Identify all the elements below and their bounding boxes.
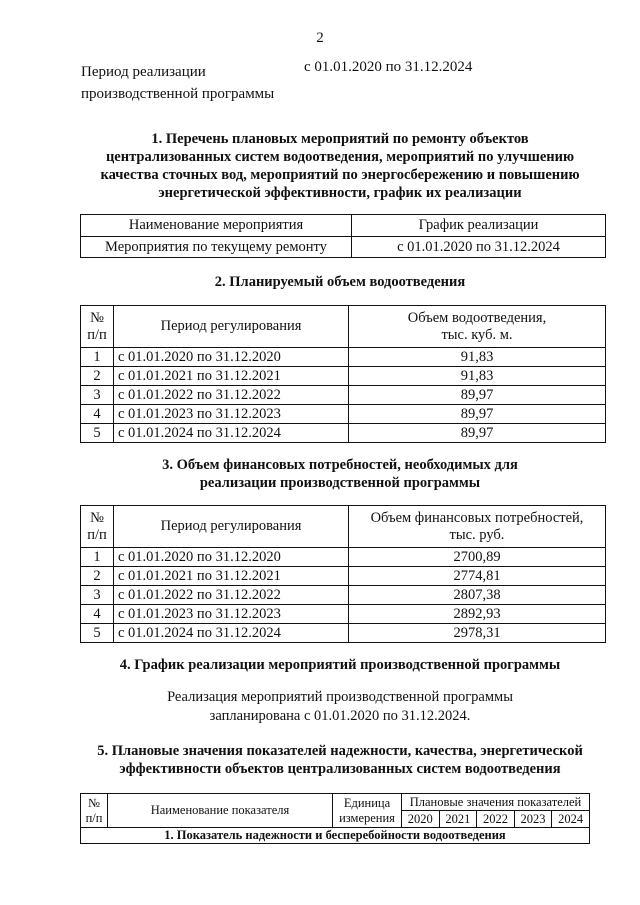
table-row [81, 367, 606, 386]
table-row [81, 567, 606, 586]
col-header-volume [349, 306, 606, 348]
col-header-number [81, 306, 114, 348]
cell-period: с 01.01.2022 по 31.12.2022 [114, 386, 349, 405]
table-row [81, 548, 606, 567]
cell-period: с 01.01.2020 по 31.12.2020 [114, 548, 349, 567]
cell-period: с 01.01.2023 по 31.12.2023 [114, 605, 349, 624]
cell-value: 2774,81 [349, 567, 606, 586]
col-financing-line2: тыс. руб. [449, 526, 505, 543]
col-number-line1: № [90, 509, 104, 526]
table-header-row [81, 506, 606, 548]
col-unit-line1: Единица [343, 795, 391, 810]
cell-value: 89,97 [349, 386, 606, 405]
col-year: 2024 [552, 811, 590, 828]
table-row [81, 624, 606, 643]
cell-number: 5 [81, 424, 114, 443]
cell-activity: Мероприятия по текущему ремонту [81, 237, 352, 258]
col-header-indicator: Наименование показателя [108, 794, 333, 828]
table-header-row [81, 306, 606, 348]
table-row [81, 348, 606, 367]
col-number-line1: № [90, 309, 104, 326]
period-label [81, 61, 301, 105]
cell-number: 2 [81, 367, 114, 386]
cell-value: 2892,93 [349, 605, 606, 624]
cell-period: с 01.01.2022 по 31.12.2022 [114, 586, 349, 605]
section1-table [80, 214, 606, 258]
cell-period: с 01.01.2024 по 31.12.2024 [114, 424, 349, 443]
period-label-line1: Период реализации [81, 64, 206, 80]
col-header-plan-values: Плановые значения показателей [402, 794, 590, 811]
period-value: с 01.01.2020 по 31.12.2024 [304, 59, 473, 75]
section4-text-line2: запланирована с 01.01.2020 по 31.12.2024. [209, 708, 471, 724]
col-header-period: Период регулирования [114, 306, 349, 348]
subheader-reliability: 1. Показатель надежности и бесперебойности водоотведения [81, 828, 590, 844]
cell-value: 91,83 [349, 348, 606, 367]
cell-value: 2978,31 [349, 624, 606, 643]
col-header-unit [333, 794, 402, 828]
cell-period: с 01.01.2023 по 31.12.2023 [114, 405, 349, 424]
section4-title: 4. График реализации мероприятий производственной программы [119, 657, 561, 673]
col-number-line2: п/п [85, 810, 103, 825]
col-number-line2: п/п [87, 326, 107, 343]
col-number-line2: п/п [87, 526, 107, 543]
cell-value: 2807,38 [349, 586, 606, 605]
section5-title-line: 5. Плановые значения показателей надежности, качества, энергетической [97, 743, 583, 759]
section4-text [40, 688, 640, 726]
table-row [81, 586, 606, 605]
col-year: 2022 [477, 811, 515, 828]
cell-value: 2700,89 [349, 548, 606, 567]
col-unit-line2: измерения [339, 810, 395, 825]
col-header-period: Период регулирования [114, 506, 349, 548]
page-number: 2 [316, 30, 324, 46]
table-header-row [81, 794, 590, 811]
col-header-number [81, 506, 114, 548]
section5-table [80, 793, 590, 844]
table-row [81, 237, 606, 258]
cell-number: 3 [81, 586, 114, 605]
col-volume-line1: Объем водоотведения, [407, 309, 547, 326]
cell-schedule: с 01.01.2020 по 31.12.2024 [352, 237, 606, 258]
col-year: 2021 [439, 811, 477, 828]
col-header-activity: Наименование мероприятия [81, 215, 352, 237]
cell-number: 3 [81, 386, 114, 405]
section3-title-line: реализации производственной программы [199, 475, 481, 491]
period-label-line2: производственной программы [81, 86, 275, 102]
section1-title-line: централизованных систем водоотведения, мероприятий по улучшению [105, 149, 575, 165]
cell-period: с 01.01.2021 по 31.12.2021 [114, 367, 349, 386]
table-row [81, 424, 606, 443]
cell-value: 89,97 [349, 424, 606, 443]
col-header-financing [349, 506, 606, 548]
cell-number: 5 [81, 624, 114, 643]
cell-number: 1 [81, 348, 114, 367]
section2-title: 2. Планируемый объем водоотведения [214, 274, 466, 290]
section5-title-line: эффективности объектов централизованных систем водоотведения [119, 761, 561, 777]
section3-title [40, 456, 640, 492]
section4-text-line1: Реализация мероприятий производственной программы [167, 689, 513, 705]
col-year: 2023 [514, 811, 552, 828]
col-header-schedule: График реализации [352, 215, 606, 237]
section1-title-line: качества сточных вод, мероприятий по энергосбережению и повышению [100, 167, 580, 183]
cell-period: с 01.01.2020 по 31.12.2020 [114, 348, 349, 367]
cell-number: 1 [81, 548, 114, 567]
table-row [81, 405, 606, 424]
cell-value: 89,97 [349, 405, 606, 424]
section2-table [80, 305, 606, 443]
section3-table [80, 505, 606, 643]
col-year: 2020 [402, 811, 440, 828]
cell-period: с 01.01.2021 по 31.12.2021 [114, 567, 349, 586]
table-row [81, 386, 606, 405]
table-header-row [81, 215, 606, 237]
table-row [81, 605, 606, 624]
cell-value: 91,83 [349, 367, 606, 386]
section3-title-line: 3. Объем финансовых потребностей, необходимых для [162, 457, 518, 473]
col-financing-line1: Объем финансовых потребностей, [370, 509, 584, 526]
col-number-line1: № [88, 795, 100, 810]
section1-title-line: 1. Перечень плановых мероприятий по ремонту объектов [151, 131, 529, 147]
section1-title-line: энергетической эффективности, график их реализации [158, 185, 522, 201]
cell-number: 4 [81, 605, 114, 624]
section5-title [40, 742, 640, 778]
cell-period: с 01.01.2024 по 31.12.2024 [114, 624, 349, 643]
cell-number: 4 [81, 405, 114, 424]
cell-number: 2 [81, 567, 114, 586]
col-volume-line2: тыс. куб. м. [441, 326, 513, 343]
section1-title [40, 130, 640, 202]
col-header-number [81, 794, 108, 828]
table-subheader-row [81, 828, 590, 844]
